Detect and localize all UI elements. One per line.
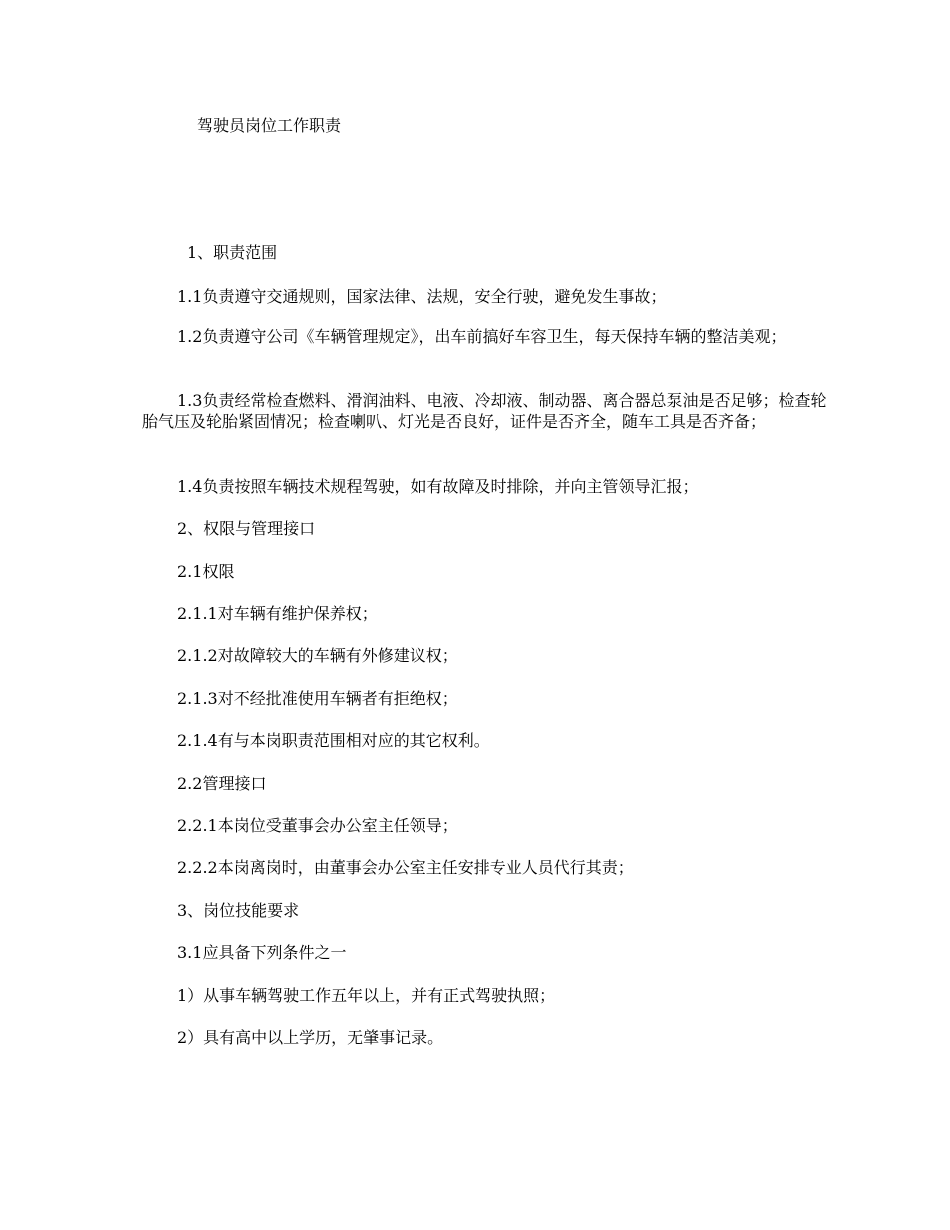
- paragraph-1-1: 1.1负责遵守交通规则，国家法律、法规，安全行驶，避免发生事故；: [177, 287, 667, 306]
- subsection-heading-3-1: 3.1应具备下列条件之一: [177, 943, 347, 962]
- section-heading-2: 2、权限与管理接口: [177, 519, 316, 538]
- section-heading-3: 3、岗位技能要求: [177, 901, 300, 920]
- subsection-heading-2-2: 2.2管理接口: [177, 774, 267, 793]
- document-title: 驾驶员岗位工作职责: [197, 116, 342, 135]
- paragraph-2-2-1: 2.2.1本岗位受董事会办公室主任领导；: [177, 816, 458, 835]
- paragraph-2-1-4: 2.1.4有与本岗职责范围相对应的其它权利。: [177, 731, 490, 750]
- paragraph-1-2: 1.2负责遵守公司《车辆管理规定》，出车前搞好车容卫生，每天保持车辆的整洁美观；: [177, 327, 787, 346]
- paragraph-2-1-3: 2.1.3对不经批准使用车辆者有拒绝权；: [177, 689, 458, 708]
- subsection-heading-2-1: 2.1权限: [177, 562, 235, 581]
- list-item-1: 1）从事车辆驾驶工作五年以上，并有正式驾驶执照；: [177, 986, 556, 1005]
- paragraph-1-3: 1.3负责经常检查燃料、滑润油料、电液、冷却液、制动器、离合器总泵油是否足够；检查轮胎气压及轮胎紧固情况；检查喇叭、灯光是否良好，证件是否齐全，随车工具是否齐备；: [142, 391, 827, 431]
- list-item-2: 2）具有高中以上学历，无肇事记录。: [177, 1028, 444, 1047]
- paragraph-2-1-1: 2.1.1对车辆有维护保养权；: [177, 604, 378, 623]
- paragraph-1-4: 1.4负责按照车辆技术规程驾驶，如有故障及时排除，并向主管领导汇报；: [177, 477, 699, 496]
- paragraph-2-1-2: 2.1.2对故障较大的车辆有外修建议权；: [177, 646, 458, 665]
- section-heading-1: 1、职责范围: [187, 243, 278, 262]
- paragraph-2-2-2: 2.2.2本岗离岗时，由董事会办公室主任安排专业人员代行其责；: [177, 858, 634, 877]
